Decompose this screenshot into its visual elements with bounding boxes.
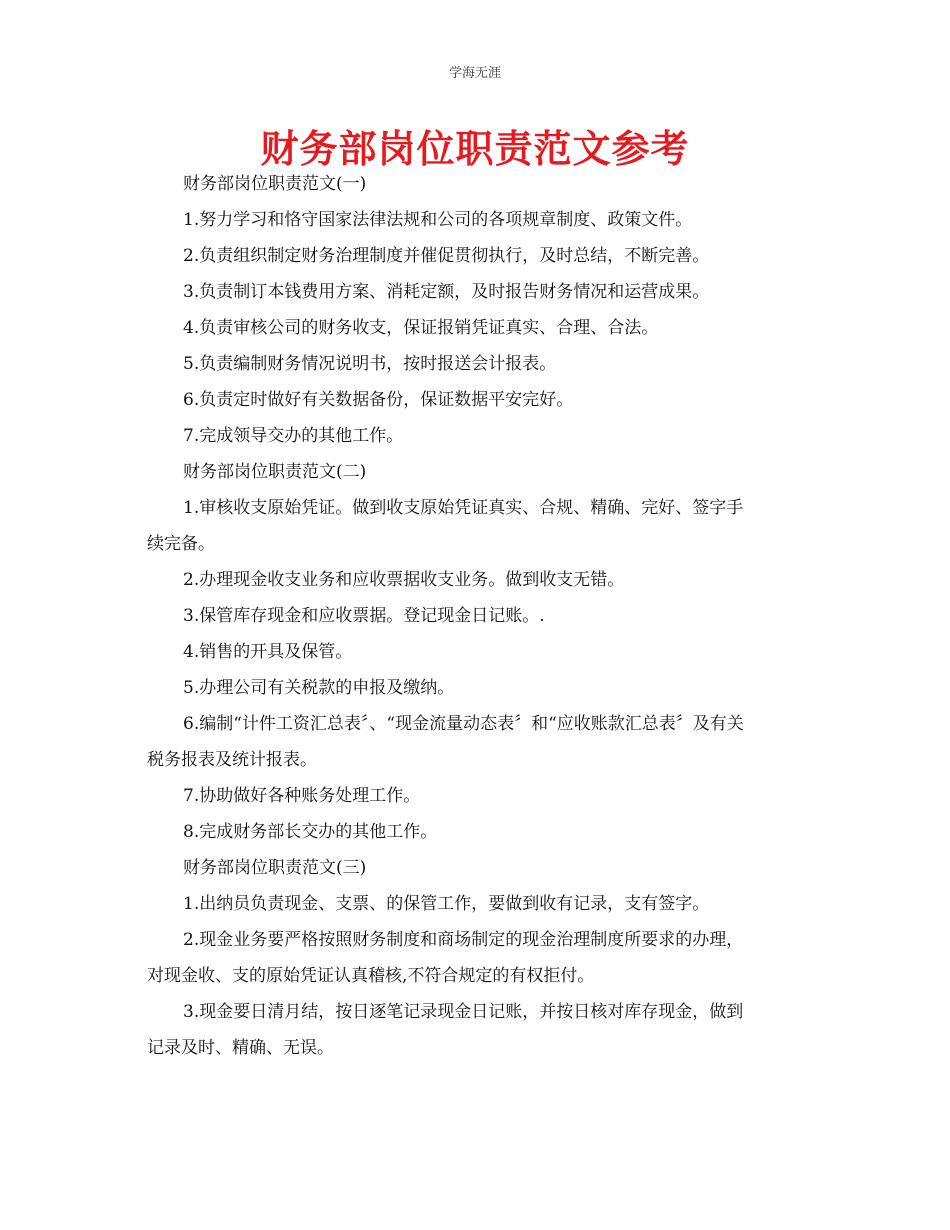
paragraph-line: 7.协助做好各种账务处理工作。 — [183, 786, 421, 806]
paragraph-line: 1.审核收支原始凭证。做到收支原始凭证真实、合规、精确、完好、签字手 — [183, 498, 744, 518]
section-heading-3: 财务部岗位职责范文(三) — [183, 858, 367, 878]
paragraph-line: 2.现金业务要严格按照财务制度和商场制定的现金治理制度所要求的办理， — [183, 930, 744, 950]
paragraph-line: 4.销售的开具及保管。 — [183, 642, 353, 662]
document-title: 财务部岗位职责范文参考 — [260, 127, 690, 171]
paragraph-line: 1.出纳员负责现金、支票、的保管工作，要做到收有记录，支有签字。 — [183, 894, 710, 914]
paragraph-line: 6.编制“计件工资汇总表〞、“现金流量动态表〞和“应收账款汇总表〞及有关 — [183, 714, 744, 734]
paragraph-line-continued: 记录及时、精确、无误。 — [147, 1038, 334, 1058]
paragraph-line: 3.负责制订本钱费用方案、消耗定额，及时报告财务情况和运营成果。 — [183, 282, 710, 302]
section-heading-2: 财务部岗位职责范文(二) — [183, 462, 367, 482]
paragraph-line-continued: 税务报表及统计报表。 — [147, 750, 317, 770]
paragraph-line: 2.负责组织制定财务治理制度并催促贯彻执行，及时总结，不断完善。 — [183, 246, 710, 266]
paragraph-line: 8.完成财务部长交办的其他工作。 — [183, 822, 438, 842]
paragraph-line: 5.办理公司有关税款的申报及缴纳。 — [183, 678, 455, 698]
page-header: 学海无涯 — [448, 66, 501, 81]
paragraph-line: 4.负责审核公司的财务收支，保证报销凭证真实、合理、合法。 — [183, 318, 659, 338]
paragraph-line: 7.完成领导交办的其他工作。 — [183, 426, 404, 446]
paragraph-line: 3.现金要日清月结，按日逐笔记录现金日记账，并按日核对库存现金，做到 — [183, 1002, 744, 1022]
paragraph-line: 5.负责编制财务情况说明书，按时报送会计报表。 — [183, 354, 557, 374]
paragraph-line: 6.负责定时做好有关数据备份，保证数据平安完好。 — [183, 390, 574, 410]
paragraph-line: 2.办理现金收支业务和应收票据收支业务。做到收支无错。 — [183, 570, 625, 590]
paragraph-line: 1.努力学习和恪守国家法律法规和公司的各项规章制度、政策文件。 — [183, 210, 693, 230]
document-body — [147, 166, 807, 1066]
paragraph-line-continued: 续完备。 — [147, 534, 215, 554]
paragraph-line: 3.保管库存现金和应收票据。登记现金日记账。. — [183, 606, 545, 626]
paragraph-line-continued: 对现金收、支的原始凭证认真稽核,不符合规定的有权拒付。 — [147, 966, 595, 986]
section-heading-1: 财务部岗位职责范文(一) — [183, 174, 367, 194]
